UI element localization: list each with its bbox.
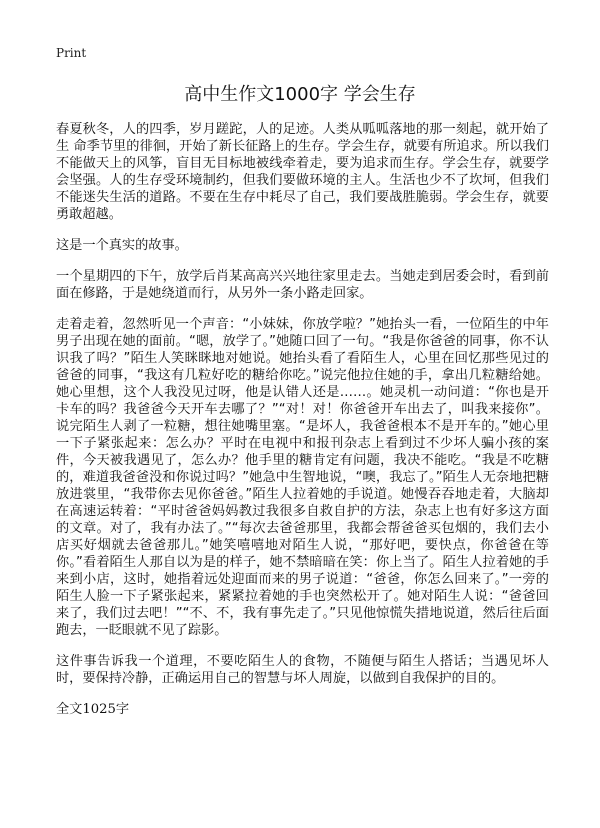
paragraph-lesson: 这件事告诉我一个道理，不要吃陌生人的食物，不随便与陌生人搭话；当遇见坏人时，要保持冷静，正确运用自己的智慧与坏人周旋，以做到自我保护的目的。 <box>56 654 549 686</box>
paragraph-true-story: 这是一个真实的故事。 <box>56 238 188 253</box>
print-link[interactable]: Print <box>56 46 87 60</box>
paragraph-story: 走着走着，忽然听见一个声音：“小妹妹，你放学啦？”她抬头一看，一位陌生的中年男子出现在她的面前。“嗯，放学了。”她随口回了一句。“我是你爸爸的同事，你不认识我了吗？”陌生人笑眯眯地对她说。她抬头看了看陌生人，心里在回忆那些见过的爸爸的同事，“我这有几粒好吃的糖给你吃。”说完他拉住她的手，拿出几粒糖给她。她心里想，这个人我没见过呀，他是认错人还是……。她灵机一动问道：“你也是开卡车的吗？我爸爸今天开车去哪了？”“对！对！你爸爸开车出去了，叫我来接你”。说完陌生人剥了一粒糖，想往她嘴里塞。“是坏人，我爸爸根本不是开车的。”她心里一下子紧张起来：怎么办？平时在电视中和报刊杂志上看到过不少坏人骗小孩的案件，今天被我遇见了，怎么办？他手里的糖肯定有问题，我决不能吃。“我是不吃糖的，难道我爸爸没和你说过吗？”她急中生智地说，“噢，我忘了。”陌生人无奈地把糖放进裳里，“我带你去见你爸爸。”陌生人拉着她的手说道。她慢吞吞地走着，大脑却在高速运转着：“平时爸爸妈妈教过我很多自救自护的方法，杂志上也有好多这方面的文章。对了，我有办法了。”“每次去爸爸那里，我都会帮爸爸买包烟的，我们去小店买好烟就去爸爸那儿。”她笑嘻嘻地对陌生人说，“那好吧，要快点，你爸爸在等你。”看着陌生人那自以为是的样子，她不禁暗暗在笑：你上当了。陌生人拉着她的手来到小店，这时，她指着远处迎面而来的男子说道：“爸爸，你怎么回来了。”一旁的陌生人脸一下子紧张起来，紧紧拉着她的手也突然松开了。她对陌生人说：“爸爸回来了，我们过去吧！”“不、不，我有事先走了。”只见他惊慌失措地说道，然后往后面跑去，一眨眼就不见了踪影。 <box>56 317 549 638</box>
article-title: 高中生作文1000字 学会生存 <box>184 84 416 105</box>
word-count: 全文1025字 <box>56 702 130 717</box>
article-body <box>56 121 549 732</box>
paragraph-thursday: 一个星期四的下午，放学后肖某高高兴兴地往家里走去。当她走到居委会时，看到前面在修路，于是她绕道而行，从另外一条小路走回家。 <box>56 269 549 301</box>
paragraph-intro: 春夏秋冬，人的四季，岁月蹉跎，人的足迹。人类从呱呱落地的那一刻起，就开始了生 命季节里的徘徊，开始了新长征路上的生存。学会生存，就要有所追求。所以我们不能做天上的风筝，盲目无目标地被线牵着走，要为追求而生存。学会生存，就要学会坚强。人的生存受环境制约，但我们要做环境的主人。生活也少不了坎坷，但我们不能迷失生活的道路。不要在生存中耗尽了自己，我们要战胜脆弱。学会生存，就要勇敢超越。 <box>56 122 549 222</box>
